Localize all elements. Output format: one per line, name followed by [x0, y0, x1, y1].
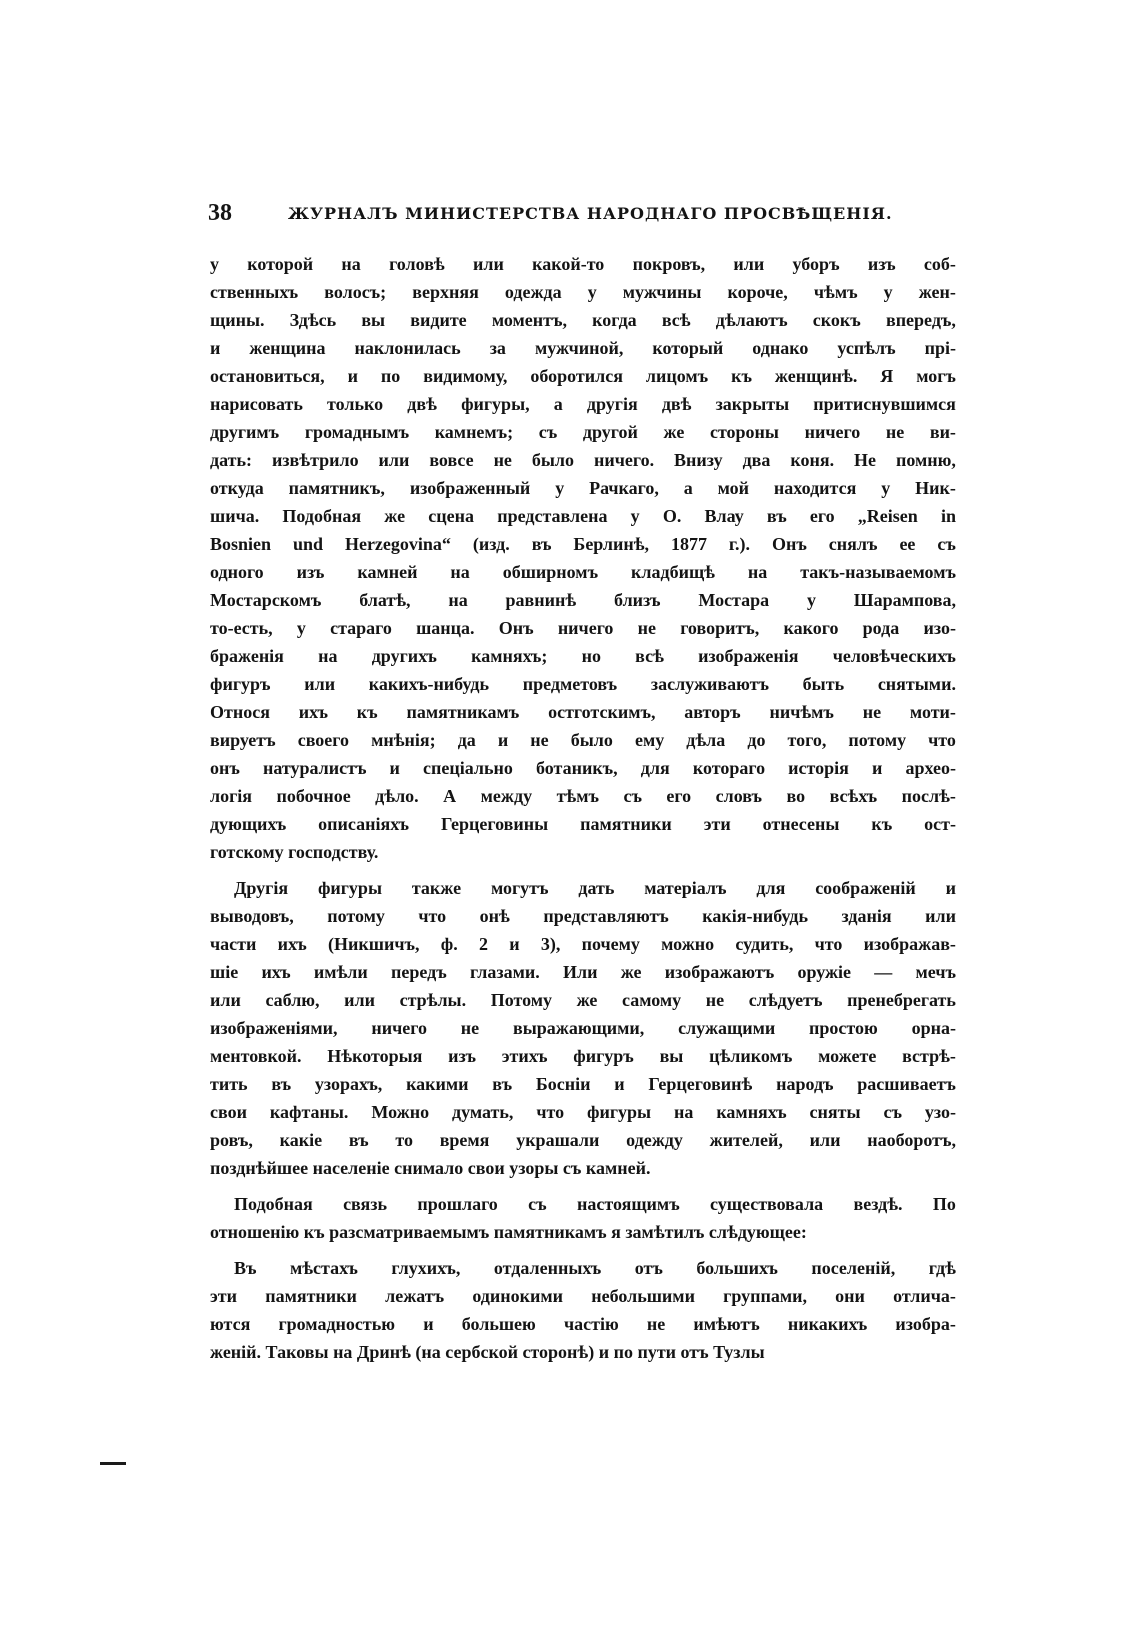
- paragraph-4: [210, 1254, 956, 1366]
- text-line: шича. Подобная же сцена представлена у О. Влау въ его „Reisen in: [210, 506, 956, 526]
- page-header: [208, 200, 958, 230]
- paragraph-3: [210, 1190, 956, 1246]
- text-line: изображеніями, ничего не выражающими, служащими простою орна-: [210, 1018, 956, 1038]
- text-line: женій. Таковы на Дринѣ (на сербской сторонѣ) и по пути отъ Тузлы: [210, 1342, 765, 1362]
- text-line: свои кафтаны. Можно думать, что фигуры на камняхъ сняты съ узо-: [210, 1102, 956, 1122]
- paragraph-1: [210, 250, 956, 866]
- margin-dash: [100, 1462, 126, 1465]
- text-line: откуда памятникъ, изображенный у Рачкаго, а мой находится у Ник-: [210, 478, 956, 498]
- text-line: фигуръ или какихъ-нибудь предметовъ заслуживаютъ быть снятыми.: [210, 674, 956, 694]
- text-line: щины. Здѣсь вы видите моментъ, когда всѣ дѣлаютъ скокъ впередъ,: [210, 310, 956, 330]
- text-line: шіе ихъ имѣли передъ глазами. Или же изображаютъ оружіе — мечъ: [210, 962, 956, 982]
- text-line: другимъ громаднымъ камнемъ; съ другой же стороны ничего не ви-: [210, 422, 956, 442]
- text-line: эти памятники лежатъ одинокими небольшими группами, они отлича-: [210, 1286, 956, 1306]
- text-line: Другія фигуры также могутъ дать матеріалъ для соображеній и: [234, 878, 956, 898]
- text-line: части ихъ (Никшичъ, ф. 2 и 3), почему можно судить, что изображав-: [210, 934, 956, 954]
- text-line: Подобная связь прошлаго съ настоящимъ существовала вездѣ. По: [234, 1194, 956, 1214]
- text-line: остановиться, и по видимому, оборотился лицомъ къ женщинѣ. Я могъ: [210, 366, 956, 386]
- page-number: 38: [208, 200, 232, 226]
- text-line: браженія на другихъ камняхъ; но всѣ изображенія человѣческихъ: [210, 646, 956, 666]
- text-line: отношенію къ разсматриваемымъ памятникамъ я замѣтилъ слѣдующее:: [210, 1222, 807, 1242]
- text-line: вируетъ своего мнѣнія; да и не было ему дѣла до того, потому что: [210, 730, 956, 750]
- text-line: онъ натуралистъ и спеціально ботаникъ, для котораго исторія и архео-: [210, 758, 956, 778]
- text-line: одного изъ камней на обширномъ кладбищѣ на такъ-называемомъ: [210, 562, 956, 582]
- text-line: то-есть, у стараго шанца. Онъ ничего не говоритъ, какого рода изо-: [210, 618, 956, 638]
- text-line: ственныхъ волосъ; верхняя одежда у мужчины короче, чѣмъ у жен-: [210, 282, 956, 302]
- text-line: Мостарскомъ блатѣ, на равнинѣ близъ Мостара у Шарампова,: [210, 590, 956, 610]
- text-line: тить въ узорахъ, какими въ Босніи и Герцеговинѣ народъ расшиваетъ: [210, 1074, 956, 1094]
- text-line: логія побочное дѣло. А между тѣмъ съ его словъ во всѣхъ послѣ-: [210, 786, 956, 806]
- text-line: готскому господству.: [210, 842, 379, 862]
- text-line: дать: извѣтрило или вовсе не было ничего. Внизу два коня. Не помню,: [210, 450, 956, 470]
- text-line: у которой на головѣ или какой-то покровъ, или уборъ изъ соб-: [210, 254, 956, 274]
- text-line: Въ мѣстахъ глухихъ, отдаленныхъ отъ большихъ поселеній, гдѣ: [234, 1258, 956, 1278]
- text-line: Bosnien und Herzegovina“ (изд. въ Берлинѣ, 1877 г.). Онъ снялъ ее съ: [210, 534, 956, 554]
- text-line: дующихъ описаніяхъ Герцеговины памятники эти отнесены къ ост-: [210, 814, 956, 834]
- text-line: ментовкой. Нѣкоторыя изъ этихъ фигуръ вы цѣликомъ можете встрѣ-: [210, 1046, 956, 1066]
- paragraph-2: [210, 874, 956, 1182]
- text-line: ровъ, какіе въ то время украшали одежду жителей, или наоборотъ,: [210, 1130, 956, 1150]
- text-line: нарисовать только двѣ фигуры, а другія двѣ закрыты притиснувшимся: [210, 394, 956, 414]
- text-line: и женщина наклонилась за мужчиной, который однако успѣлъ прі-: [210, 338, 956, 358]
- text-line: ются громадностью и большею частію не имѣютъ никакихъ изобра-: [210, 1314, 956, 1334]
- text-line: выводовъ, потому что онѣ представляютъ какія-нибудь зданія или: [210, 906, 956, 926]
- body-text: [210, 250, 956, 1366]
- running-head: ЖУРНАЛЪ МИНИСТЕРСТВА НАРОДНАГО ПРОСВѢЩЕНІЯ.: [288, 204, 893, 223]
- text-line: Относя ихъ къ памятникамъ остготскимъ, авторъ ничѣмъ не моти-: [210, 702, 956, 722]
- text-line: или саблю, или стрѣлы. Потому же самому не слѣдуетъ пренебрегать: [210, 990, 956, 1010]
- text-line: позднѣйшее населеніе снимало свои узоры съ камней.: [210, 1158, 651, 1178]
